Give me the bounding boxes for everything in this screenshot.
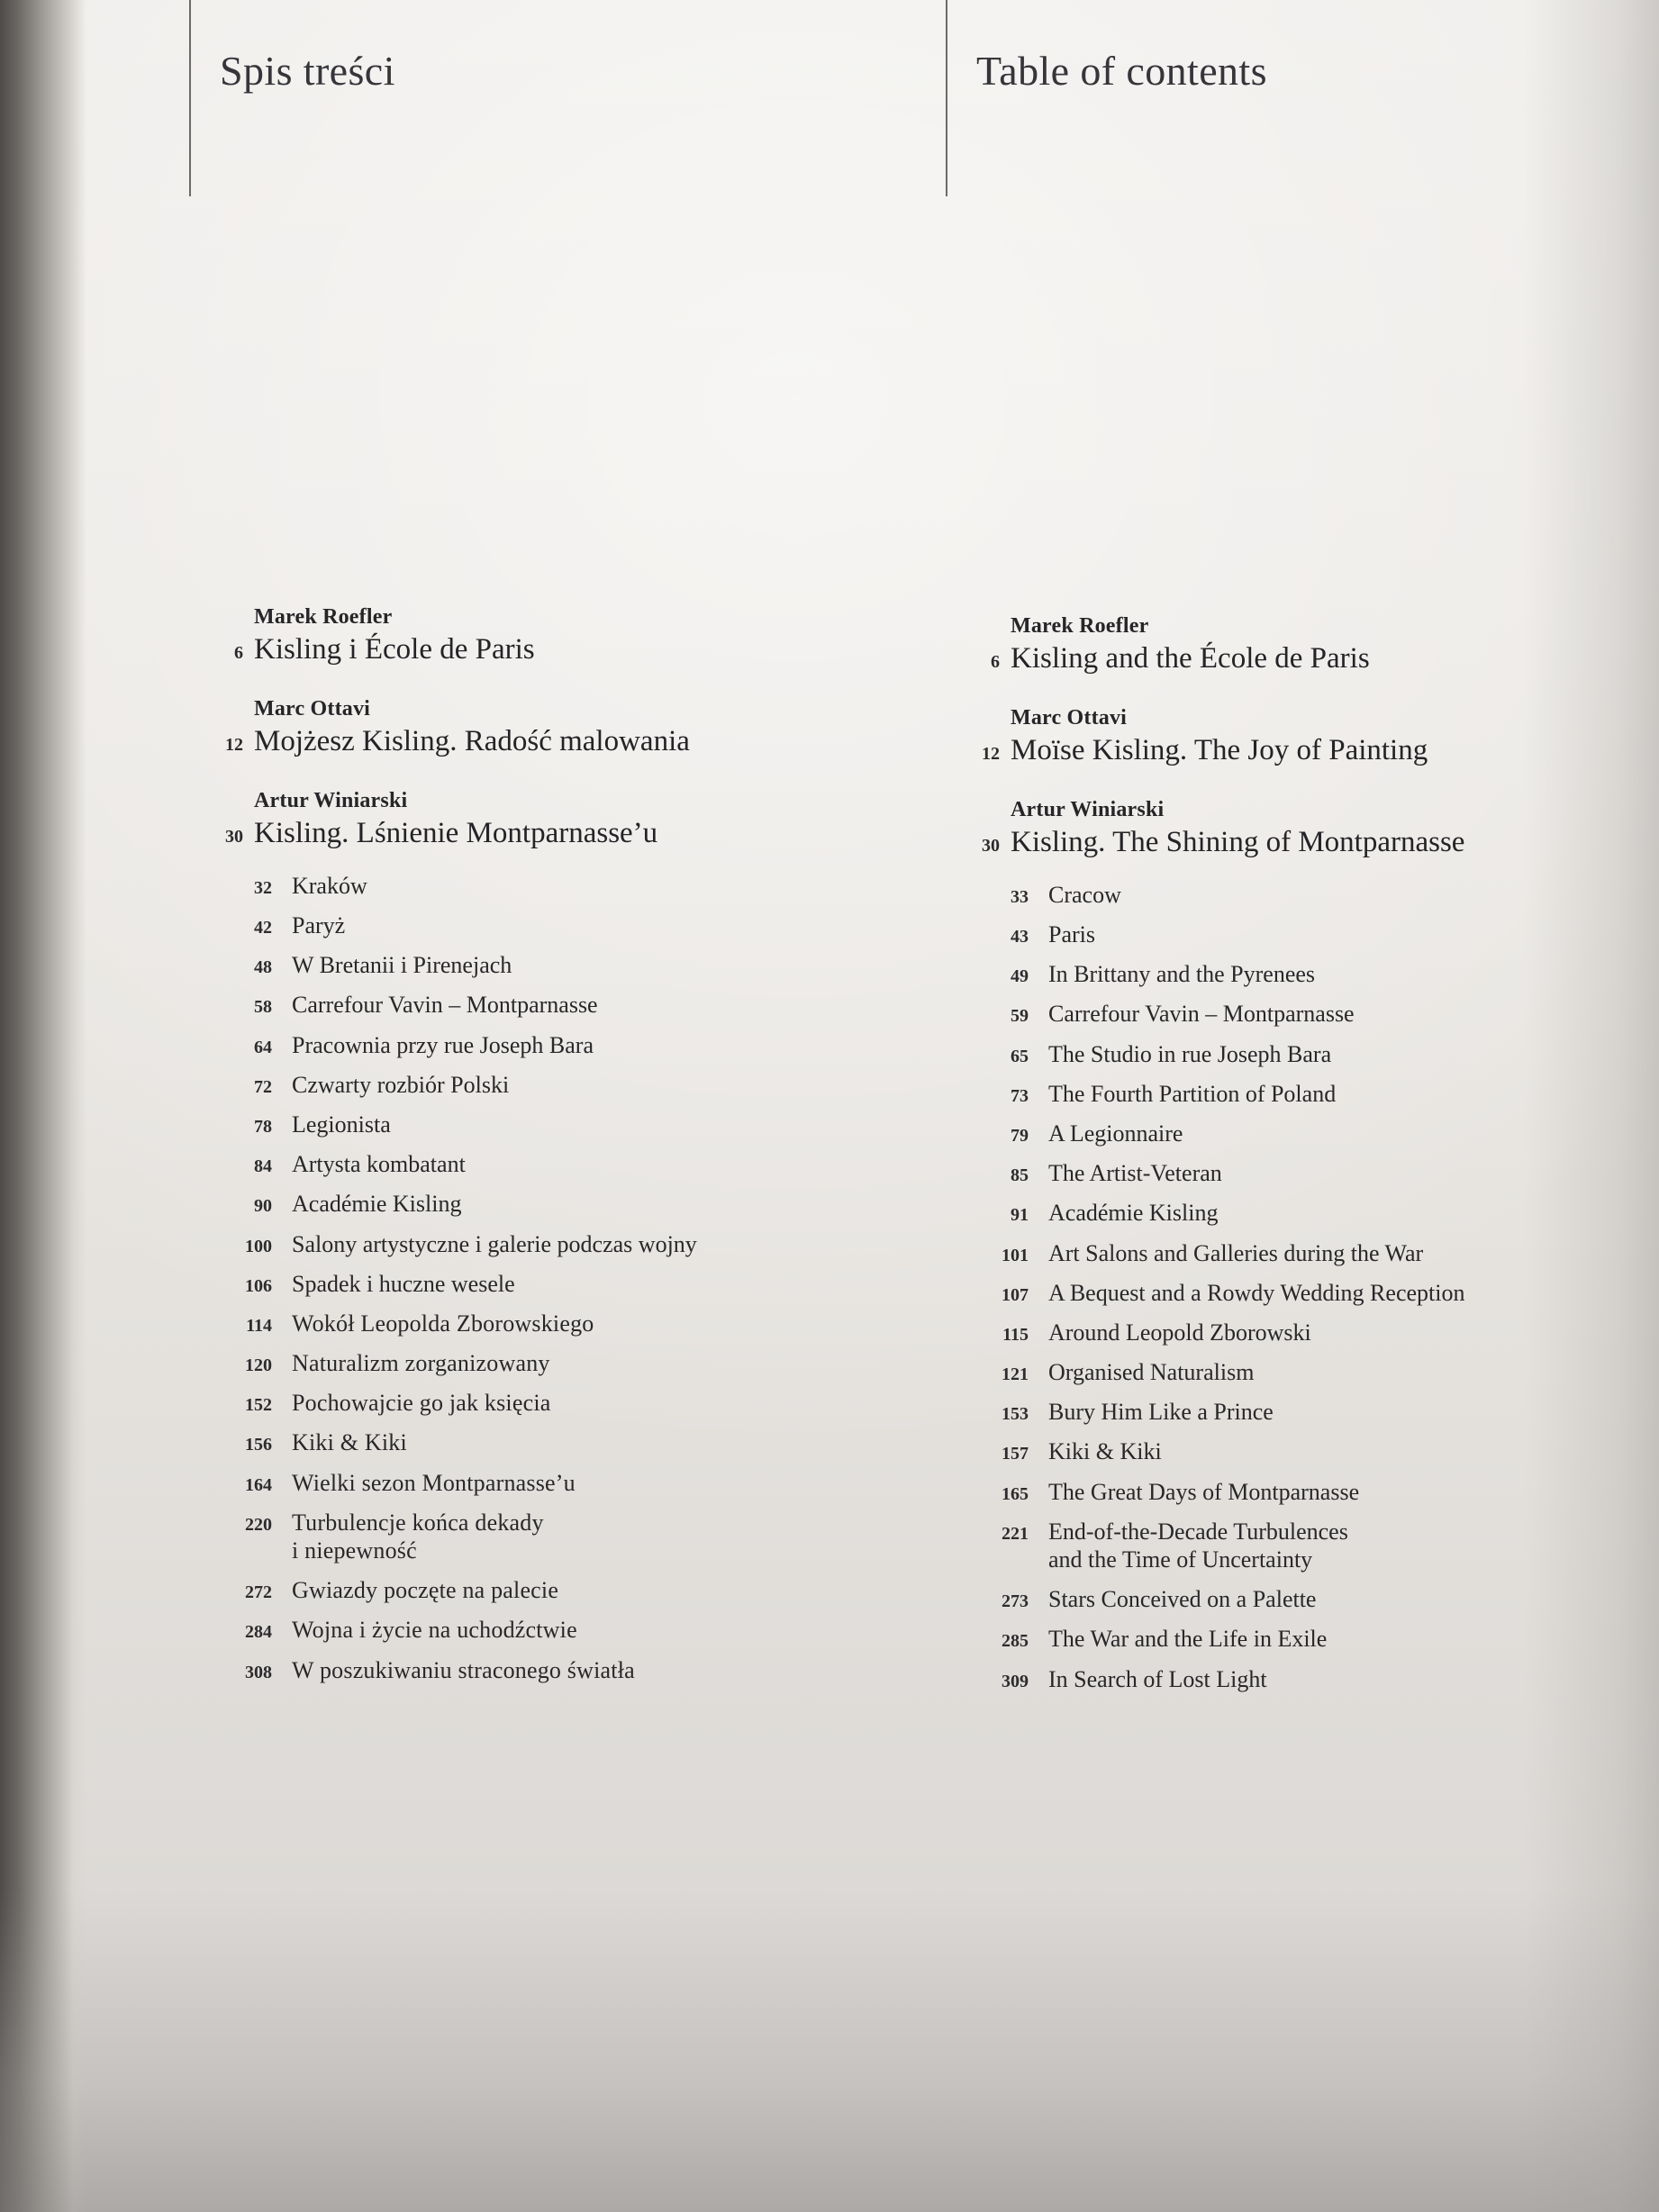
section-author: Marc Ottavi	[254, 696, 371, 721]
toc-entry[interactable]	[946, 1319, 1648, 1346]
section-title: Kisling and the École de Paris	[1011, 642, 1370, 675]
toc-entry[interactable]	[189, 1270, 910, 1298]
heading-rule-right	[946, 0, 947, 196]
heading-rule-left	[189, 0, 191, 196]
entry-title: Kiki & Kiki	[1048, 1438, 1162, 1465]
toc-entry[interactable]	[189, 1616, 910, 1644]
toc-entry[interactable]	[189, 1111, 910, 1138]
entry-page-number: 85	[1011, 1165, 1029, 1186]
toc-entry[interactable]	[189, 1509, 910, 1564]
toc-entry[interactable]	[189, 911, 910, 939]
entry-page-number: 90	[254, 1196, 272, 1217]
toc-entry[interactable]	[946, 1398, 1648, 1426]
entry-title: The Great Days of Montparnasse	[1048, 1478, 1360, 1505]
toc-section	[946, 706, 1648, 767]
column-english	[946, 0, 1648, 2212]
entry-page-number: 152	[245, 1395, 272, 1416]
entry-title: Around Leopold Zborowski	[1048, 1319, 1311, 1346]
entry-page-number: 153	[1002, 1404, 1029, 1425]
entry-title: Gwiazdy poczęte na palecie	[292, 1577, 559, 1604]
entry-title: Cracow	[1048, 881, 1121, 908]
toc-entry[interactable]	[946, 1000, 1648, 1028]
section-heading-row[interactable]	[189, 633, 910, 666]
toc-entry[interactable]	[946, 1279, 1648, 1307]
toc-entry[interactable]	[946, 1040, 1648, 1068]
entry-page-number: 156	[245, 1435, 272, 1455]
toc-entry[interactable]	[189, 1150, 910, 1178]
entry-page-number: 121	[1002, 1364, 1029, 1385]
entry-page-number: 79	[1011, 1125, 1029, 1146]
entry-page-number: 32	[254, 877, 272, 898]
entry-page-number: 273	[1002, 1591, 1029, 1612]
toc-entry[interactable]	[946, 1358, 1648, 1386]
entry-page-number: 220	[245, 1514, 272, 1535]
entry-title: Czwarty rozbiór Polski	[292, 1071, 510, 1098]
entry-page-number: 157	[1002, 1444, 1029, 1464]
section-page-number: 12	[225, 734, 243, 755]
entry-title: Turbulencje końca dekady i niepewność	[292, 1509, 544, 1564]
page-title-polish: Spis treści	[220, 48, 395, 94]
toc-entry[interactable]	[946, 1625, 1648, 1653]
section-heading-row[interactable]	[946, 642, 1648, 675]
entry-title: In Search of Lost Light	[1048, 1665, 1267, 1692]
entry-title: Wielki sezon Montparnasse’u	[292, 1469, 576, 1496]
entry-title: Paris	[1048, 921, 1095, 948]
entry-page-number: 115	[1002, 1324, 1029, 1345]
section-page-number: 6	[234, 643, 243, 663]
entry-page-number: 107	[1002, 1284, 1029, 1305]
section-author: Artur Winiarski	[254, 788, 408, 812]
toc-entry[interactable]	[946, 1518, 1648, 1573]
entry-title: Organised Naturalism	[1048, 1359, 1255, 1386]
entry-title: A Legionnaire	[1048, 1120, 1183, 1147]
toc-entry[interactable]	[946, 1199, 1648, 1227]
toc-section	[189, 789, 910, 1684]
entry-title: The Artist-Veteran	[1048, 1160, 1222, 1187]
toc-entry[interactable]	[946, 1585, 1648, 1613]
entry-title: In Brittany and the Pyrenees	[1048, 961, 1316, 988]
column-polish	[189, 0, 910, 2212]
entry-title: Paryż	[292, 912, 346, 939]
entry-title: Académie Kisling	[292, 1191, 462, 1218]
entry-page-number: 221	[1002, 1523, 1029, 1544]
entry-page-number: 65	[1011, 1046, 1029, 1066]
section-title: Kisling. Lśnienie Montparnasse’u	[254, 816, 658, 849]
section-page-number: 6	[991, 652, 1000, 672]
entry-title: The War and the Life in Exile	[1048, 1626, 1328, 1653]
entry-title: A Bequest and a Rowdy Wedding Reception	[1048, 1279, 1465, 1306]
toc-entry[interactable]	[189, 1230, 910, 1258]
entry-title: Académie Kisling	[1048, 1200, 1219, 1227]
entry-page-number: 272	[245, 1582, 272, 1603]
entry-title: Artysta kombatant	[292, 1151, 466, 1178]
toc-entry[interactable]	[946, 1080, 1648, 1108]
toc-entry[interactable]	[189, 1310, 910, 1337]
toc-entry[interactable]	[189, 1071, 910, 1099]
toc-entry[interactable]	[189, 991, 910, 1019]
toc-entry[interactable]	[946, 1665, 1648, 1693]
entry-page-number: 43	[1011, 927, 1029, 947]
entry-title: Wokół Leopolda Zborowskiego	[292, 1310, 594, 1337]
toc-entry[interactable]	[946, 960, 1648, 988]
section-entries	[189, 872, 910, 1684]
entry-page-number: 72	[254, 1076, 272, 1097]
toc-entry[interactable]	[946, 1159, 1648, 1187]
entry-title: Legionista	[292, 1111, 391, 1138]
entry-page-number: 78	[254, 1116, 272, 1137]
entry-page-number: 165	[1002, 1483, 1029, 1504]
toc-entry[interactable]	[189, 1031, 910, 1059]
section-heading-row[interactable]	[189, 725, 910, 758]
section-author: Marek Roefler	[254, 605, 393, 629]
entry-page-number: 33	[1011, 886, 1029, 907]
entry-page-number: 59	[1011, 1006, 1029, 1027]
entry-page-number: 49	[1011, 966, 1029, 987]
section-author: Marek Roefler	[1011, 614, 1149, 638]
entry-page-number: 100	[245, 1236, 272, 1256]
section-page-number: 30	[982, 835, 1000, 856]
entry-title: Carrefour Vavin – Montparnasse	[1048, 1001, 1355, 1028]
entry-title: Bury Him Like a Prince	[1048, 1399, 1274, 1426]
toc-entry[interactable]	[189, 872, 910, 900]
toc-entry[interactable]	[189, 1469, 910, 1497]
entry-title: W Bretanii i Pirenejach	[292, 952, 512, 979]
section-page-number: 30	[225, 826, 243, 847]
toc-section	[946, 798, 1648, 1693]
entry-title: Wojna i życie na uchodźctwie	[292, 1617, 577, 1644]
toc-list-english	[946, 614, 1648, 1724]
entry-page-number: 73	[1011, 1085, 1029, 1106]
toc-section	[189, 605, 910, 666]
page-title-english: Table of contents	[976, 48, 1267, 94]
entry-page-number: 101	[1002, 1245, 1029, 1265]
entry-page-number: 91	[1011, 1205, 1029, 1226]
toc-entry[interactable]	[946, 920, 1648, 948]
entry-title: Pracownia przy rue Joseph Bara	[292, 1031, 594, 1058]
toc-list-polish	[189, 605, 910, 1715]
entry-page-number: 48	[254, 957, 272, 978]
toc-entry[interactable]	[946, 1239, 1648, 1267]
toc-entry[interactable]	[189, 1576, 910, 1604]
section-author: Artur Winiarski	[1011, 797, 1165, 821]
entry-page-number: 114	[246, 1315, 272, 1336]
toc-entry[interactable]	[189, 1428, 910, 1456]
entry-title: The Studio in rue Joseph Bara	[1048, 1040, 1332, 1067]
entry-page-number: 308	[245, 1662, 272, 1682]
entry-title: Art Salons and Galleries during the War	[1048, 1239, 1424, 1266]
section-page-number: 12	[982, 743, 1000, 764]
section-title: Moïse Kisling. The Joy of Painting	[1011, 733, 1428, 766]
toc-entry[interactable]	[946, 1437, 1648, 1465]
entry-title: The Fourth Partition of Poland	[1048, 1080, 1337, 1107]
entry-page-number: 84	[254, 1156, 272, 1177]
entry-page-number: 164	[245, 1474, 272, 1495]
entry-title: Stars Conceived on a Palette	[1048, 1586, 1317, 1613]
toc-entry[interactable]	[946, 1478, 1648, 1506]
entry-title: W poszukiwaniu straconego światła	[292, 1656, 635, 1683]
entry-page-number: 64	[254, 1037, 272, 1057]
entry-title: Kiki & Kiki	[292, 1429, 407, 1456]
section-heading-row[interactable]	[946, 826, 1648, 859]
entry-title: Kraków	[292, 872, 367, 899]
entry-page-number: 120	[245, 1355, 272, 1376]
toc-entry[interactable]	[189, 1656, 910, 1684]
entry-title: Pochowajcie go jak księcia	[292, 1390, 551, 1417]
entry-page-number: 285	[1002, 1631, 1029, 1652]
entry-title: Spadek i huczne wesele	[292, 1270, 515, 1297]
section-title: Kisling. The Shining of Montparnasse	[1011, 825, 1465, 858]
entry-title: Carrefour Vavin – Montparnasse	[292, 992, 598, 1019]
entry-page-number: 284	[245, 1622, 272, 1643]
toc-entry[interactable]	[946, 881, 1648, 909]
toc-entry[interactable]	[189, 951, 910, 979]
entry-page-number: 58	[254, 997, 272, 1018]
section-title: Kisling i École de Paris	[254, 633, 535, 666]
section-author: Marc Ottavi	[1011, 705, 1128, 730]
entry-page-number: 309	[1002, 1671, 1029, 1691]
section-title: Mojżesz Kisling. Radość malowania	[254, 724, 690, 757]
toc-entry[interactable]	[189, 1349, 910, 1377]
entry-page-number: 106	[245, 1275, 272, 1296]
section-heading-row[interactable]	[189, 817, 910, 850]
entry-title: Salony artystyczne i galerie podczas wojny	[292, 1230, 697, 1257]
toc-section	[189, 697, 910, 758]
toc-entry[interactable]	[189, 1190, 910, 1218]
toc-section	[946, 614, 1648, 675]
toc-entry[interactable]	[189, 1389, 910, 1417]
section-entries	[946, 881, 1648, 1693]
entry-title: Naturalizm zorganizowany	[292, 1350, 550, 1377]
toc-entry[interactable]	[946, 1120, 1648, 1147]
section-heading-row[interactable]	[946, 734, 1648, 767]
entry-title: End-of-the-Decade Turbulences and the Time of Uncertainty	[1048, 1518, 1348, 1573]
entry-page-number: 42	[254, 918, 272, 938]
